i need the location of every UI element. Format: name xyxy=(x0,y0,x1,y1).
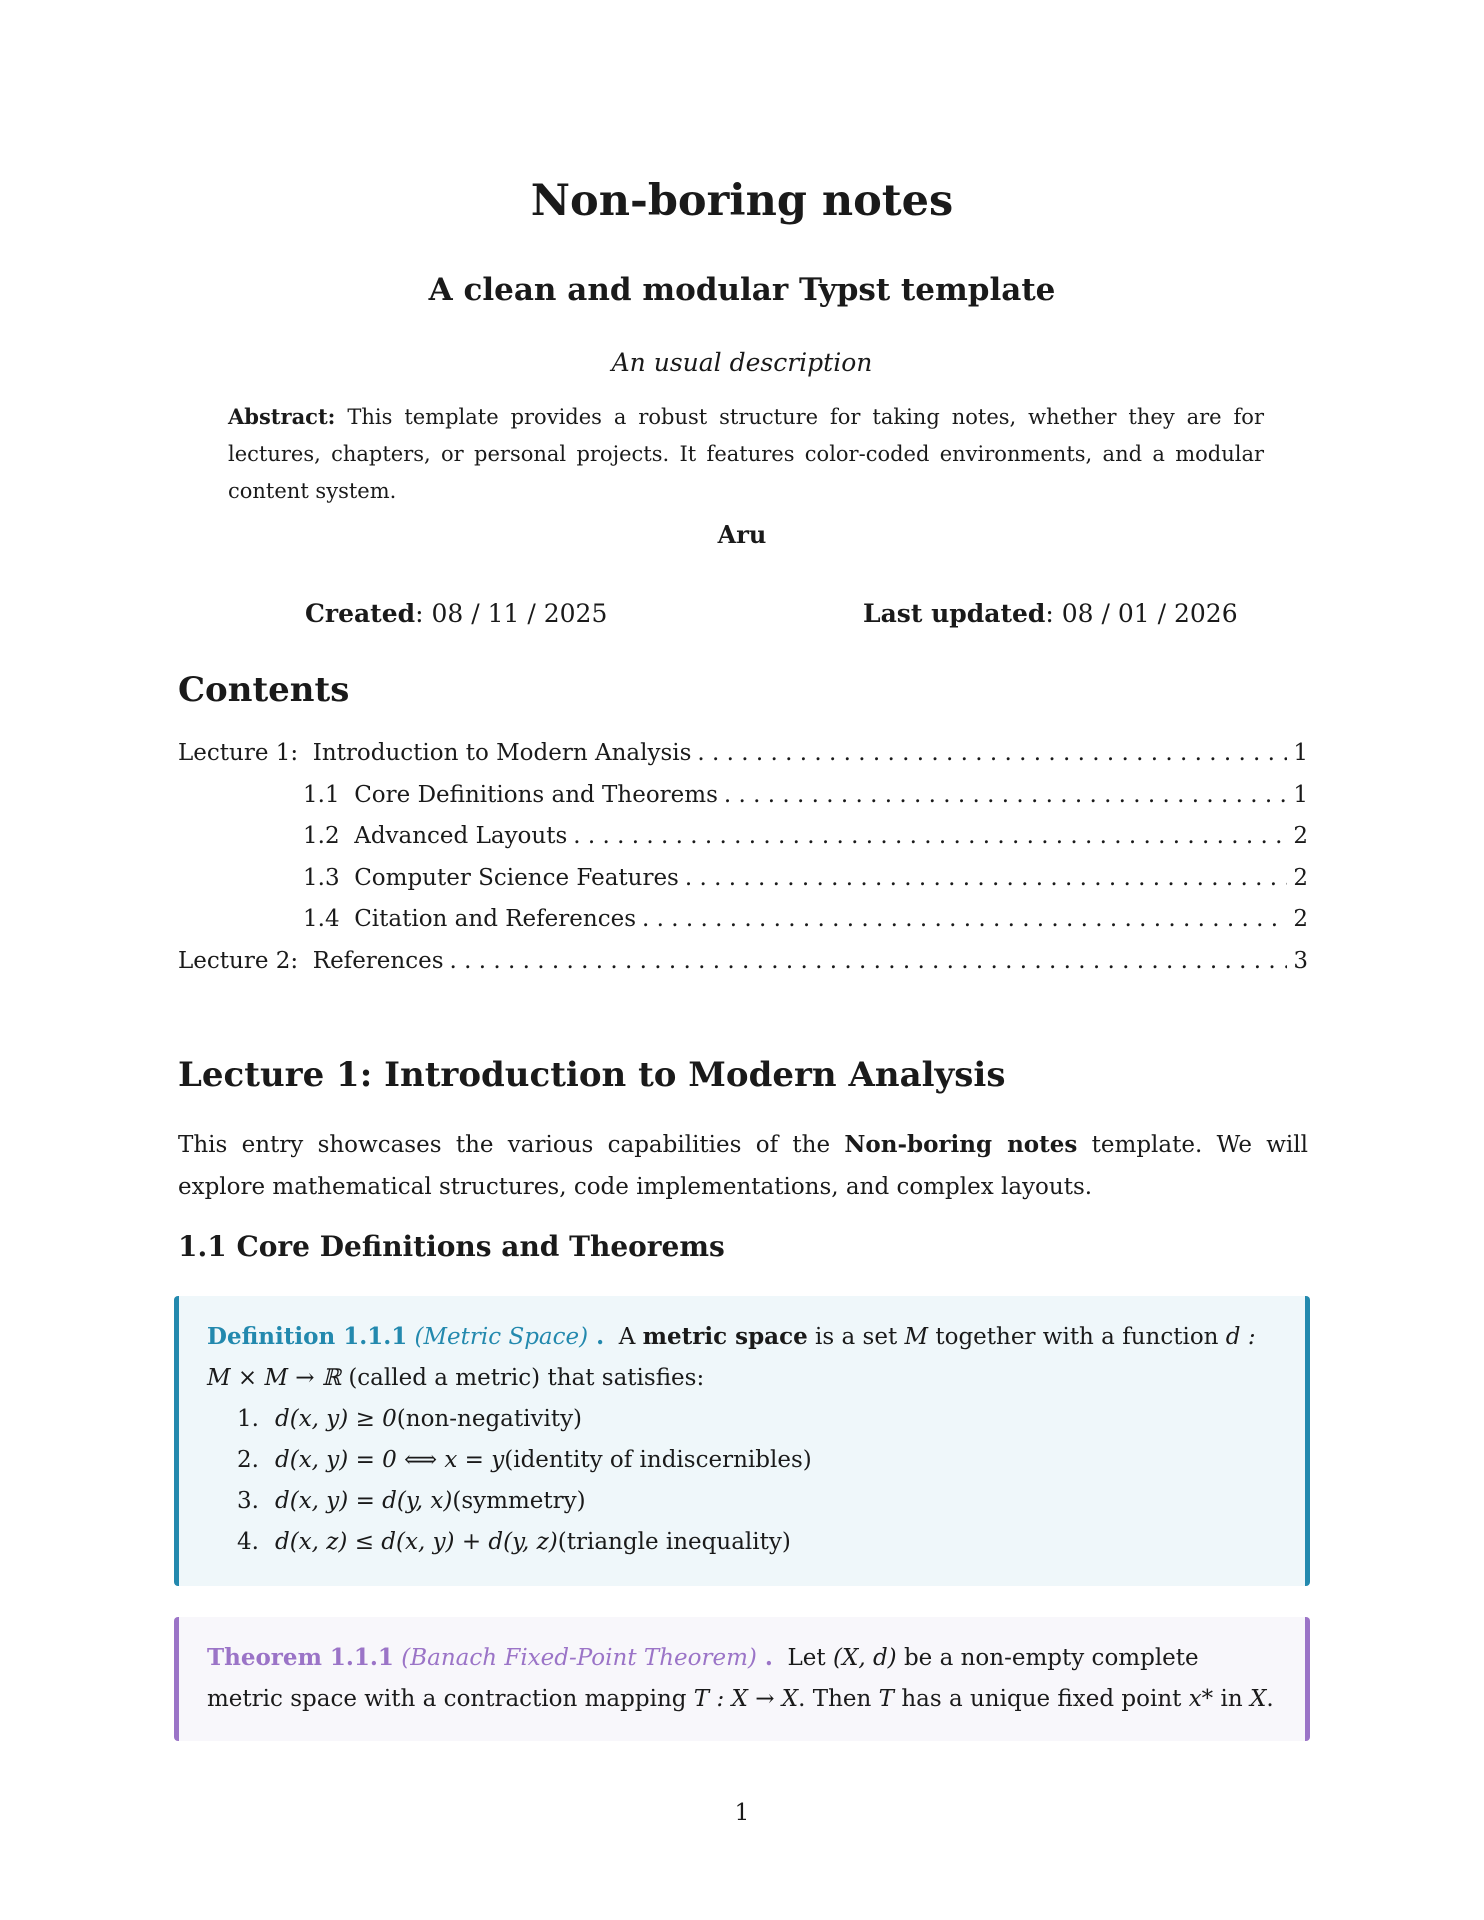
condition-math: d(x, y) = 0 ⟺ x = y xyxy=(275,1447,505,1473)
toc-entry[interactable] xyxy=(178,948,1308,990)
toc-entry-label: Core Definitions and Theorems xyxy=(354,781,718,808)
definition-text: together with a function xyxy=(928,1324,1226,1350)
list-number: 3. xyxy=(237,1488,259,1514)
toc-entry-label: Citation and References xyxy=(354,906,637,932)
math-function: d : M × M → ℝ xyxy=(207,1324,1256,1391)
condition-note: (non-negativity) xyxy=(396,1406,583,1432)
list-item xyxy=(237,1522,1277,1563)
lecture-intro xyxy=(178,1124,1308,1208)
created-date xyxy=(305,599,607,628)
theorem-math: X xyxy=(1249,1686,1267,1712)
section-heading: 1.1 Core Definitions and Theorems xyxy=(178,1230,725,1263)
toc-entry-page: 2 xyxy=(1293,864,1308,891)
definition-text: is a set xyxy=(807,1324,905,1350)
definition-label: Definition 1.1.1 xyxy=(207,1323,408,1350)
theorem-math: (X, d) xyxy=(832,1645,897,1671)
intro-text-end: template. We will explore mathematical structures, code implementations, and complex layouts. xyxy=(178,1132,1309,1200)
theorem-math: T : X → X xyxy=(693,1686,799,1712)
document-subtitle: A clean and modular Typst template xyxy=(428,272,1056,308)
toc-leader-dots xyxy=(724,782,1287,808)
toc-entry-page: 1 xyxy=(1293,781,1308,808)
theorem-text: in xyxy=(1213,1686,1250,1712)
document-description: An usual description xyxy=(611,348,873,377)
toc-entry-number: Lecture 2: xyxy=(178,947,313,974)
lecture-heading: Lecture 1: Introduction to Modern Analysis xyxy=(178,1055,1006,1095)
created-label: Created xyxy=(305,599,416,628)
theorem-text: Let xyxy=(787,1645,833,1671)
toc-entry[interactable] xyxy=(178,740,1308,782)
toc-entry-number: 1.2 xyxy=(303,823,355,849)
list-number: 2. xyxy=(237,1447,259,1473)
definition-separator: . xyxy=(588,1323,605,1350)
toc-leader-dots xyxy=(642,906,1287,932)
updated-label: Last updated xyxy=(863,599,1046,628)
definition-name: (Metric Space) xyxy=(414,1324,589,1350)
condition-math: d(x, y) ≥ 0 xyxy=(275,1406,397,1432)
abstract-text: This template provides a robust structure for taking notes, whether they are for lectures, chapters, or personal projects. It features color-coded environments, and a modular content system. xyxy=(228,405,1264,503)
definition-statement xyxy=(207,1316,1277,1399)
created-value: : 08 / 11 / 2025 xyxy=(415,599,608,628)
theorem-text: . xyxy=(1266,1686,1274,1712)
toc-entry[interactable] xyxy=(178,823,1308,865)
toc-entry-label: Computer Science Features xyxy=(354,864,679,891)
intro-text-start: This entry showcases the various capabilities of the xyxy=(178,1132,845,1158)
toc-leader-dots xyxy=(573,823,1287,849)
abstract-label: Abstract: xyxy=(228,404,336,429)
definition-term: metric space xyxy=(642,1323,808,1350)
condition-math: d(x, y) = d(y, x) xyxy=(275,1488,453,1514)
theorem-separator: . xyxy=(756,1644,773,1671)
theorem-text: has a unique fixed point xyxy=(894,1686,1189,1712)
toc-entry-page: 1 xyxy=(1293,740,1308,766)
toc-leader-dots xyxy=(685,865,1287,891)
toc-entry-number: 1.3 xyxy=(303,864,355,891)
definition-conditions xyxy=(207,1399,1277,1563)
list-item xyxy=(237,1481,1277,1522)
contents-heading: Contents xyxy=(178,670,350,710)
theorem-name: (Banach Fixed-Point Theorem) xyxy=(401,1645,757,1671)
updated-value: : 08 / 01 / 2026 xyxy=(1045,599,1238,628)
math-set: M xyxy=(904,1324,929,1350)
document-title: Non-boring notes xyxy=(530,176,954,226)
definition-text: (called a metric) that satisfies: xyxy=(341,1365,705,1391)
page-number: 1 xyxy=(734,1800,750,1826)
toc-entry[interactable] xyxy=(178,865,1308,907)
definition-text: A xyxy=(618,1324,643,1350)
toc-leader-dots xyxy=(450,948,1288,974)
theorem-math: T xyxy=(878,1686,895,1712)
toc-entry-label: Introduction to Modern Analysis xyxy=(312,740,692,766)
abstract xyxy=(228,398,1264,510)
list-number: 4. xyxy=(237,1529,259,1555)
toc-entry-number: Lecture 1: xyxy=(178,740,313,766)
definition-box xyxy=(174,1296,1310,1586)
toc-entry-label: References xyxy=(312,947,444,974)
author: Aru xyxy=(717,520,767,549)
toc-entry-label: Advanced Layouts xyxy=(354,823,568,849)
condition-note: (triangle inequality) xyxy=(557,1529,791,1555)
toc-leader-dots xyxy=(697,740,1287,766)
toc-entry-page: 3 xyxy=(1293,947,1308,974)
table-of-contents xyxy=(178,740,1308,989)
toc-entry-number: 1.1 xyxy=(303,781,355,808)
theorem-label: Theorem 1.1.1 xyxy=(207,1644,394,1671)
condition-note: (symmetry) xyxy=(452,1488,586,1514)
theorem-box xyxy=(174,1617,1310,1741)
condition-note: (identity of indiscernibles) xyxy=(504,1447,812,1473)
theorem-text: . Then xyxy=(798,1686,879,1712)
toc-entry-number: 1.4 xyxy=(303,906,355,932)
theorem-math: x* xyxy=(1188,1686,1214,1712)
updated-date xyxy=(863,599,1238,628)
toc-entry-page: 2 xyxy=(1293,906,1308,932)
toc-entry[interactable] xyxy=(178,782,1308,824)
condition-math: d(x, z) ≤ d(x, y) + d(y, z) xyxy=(275,1529,558,1555)
intro-bold-text: Non-boring notes xyxy=(844,1131,1078,1158)
toc-entry-page: 2 xyxy=(1293,823,1308,849)
toc-entry[interactable] xyxy=(178,906,1308,948)
list-item xyxy=(237,1440,1277,1481)
list-item xyxy=(237,1399,1277,1440)
list-number: 1. xyxy=(237,1406,259,1432)
theorem-text: be a non-empty complete metric space with a contraction mapping xyxy=(207,1645,1199,1712)
